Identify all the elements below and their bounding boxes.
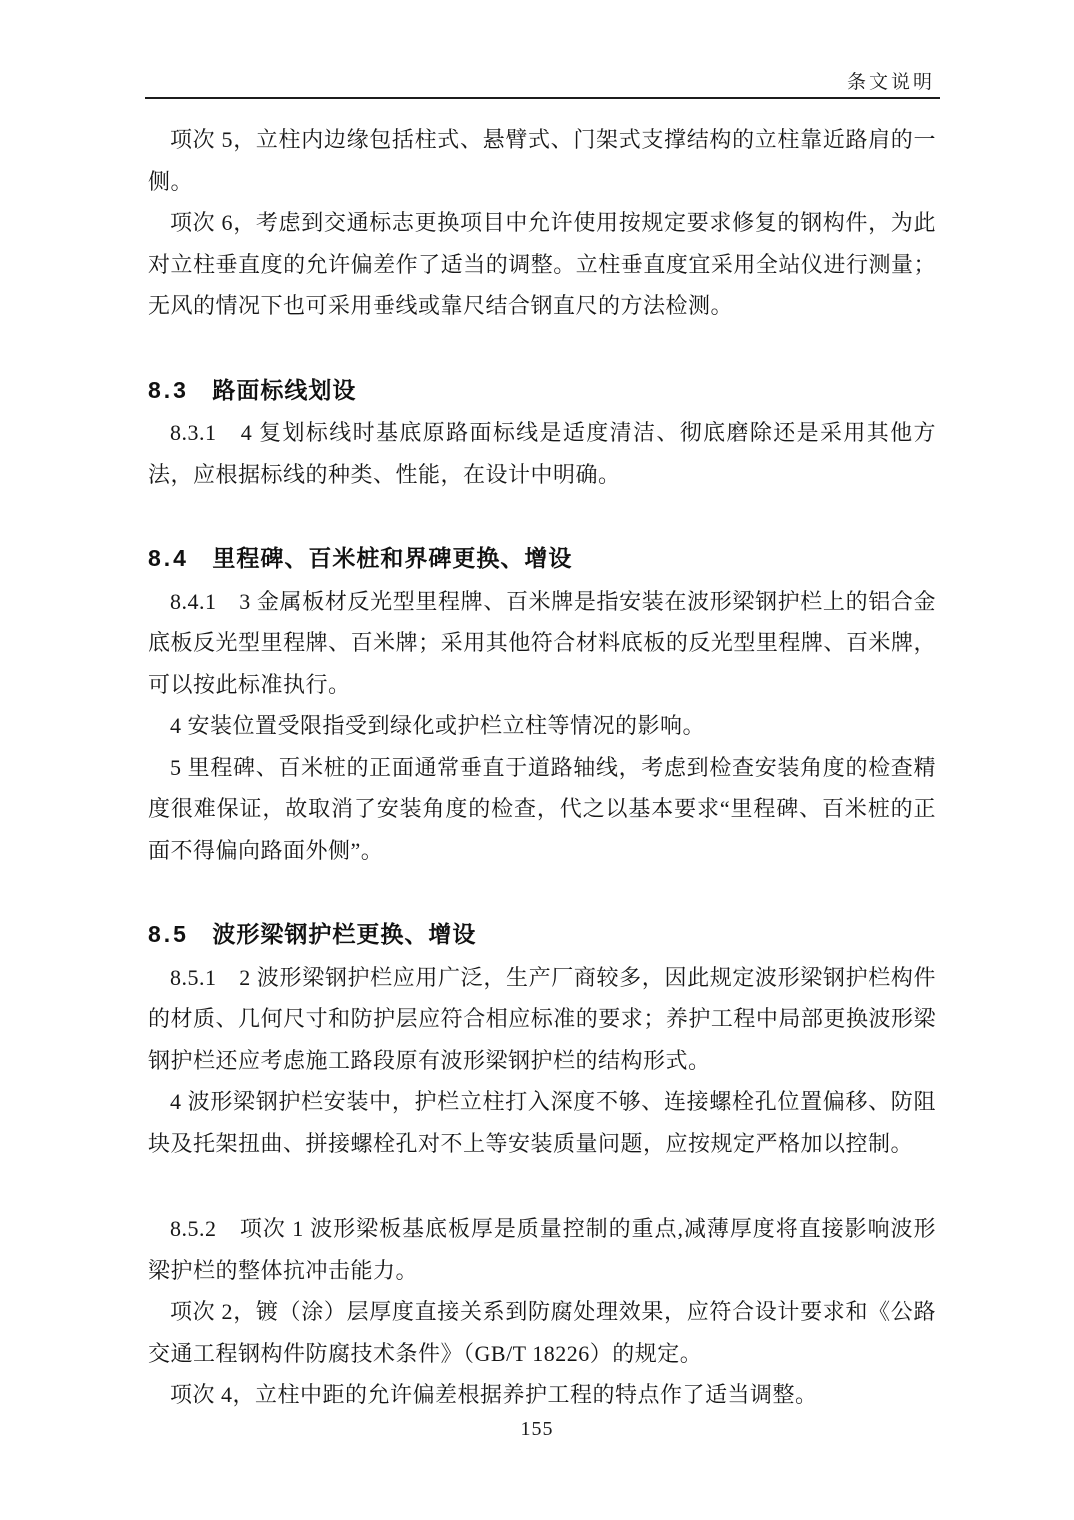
running-header: 条文说明	[846, 72, 935, 93]
paragraph-item6: 项次 6，考虑到交通标志更换项目中允许使用按规定要求修复的钢构件，为此对立柱垂直度的允许偏差作了适当的调整。立柱垂直度宜采用全站仪进行测量；无风的情况下也可采用垂线或靠尺结合钢直尺的方法检测。	[148, 210, 936, 318]
paragraph-clause-8-5-2: 8.5.2 项次 1 波形梁板基底板厚是质量控制的重点,减薄厚度将直接影响波形梁护栏的整体抗冲击能力。	[148, 1216, 936, 1283]
header-rule	[145, 97, 940, 99]
paragraph-item4-guardrail: 4 波形梁钢护栏安装中，护栏立柱打入深度不够、连接螺栓孔位置偏移、防阻块及托架扭曲、拼接螺栓孔对不上等安装质量问题，应按规定严格加以控制。	[148, 1089, 936, 1156]
section-number: 8.5	[148, 921, 189, 947]
paragraph-item4: 4 安装位置受限指受到绿化或护栏立柱等情况的影响。	[170, 713, 706, 738]
section-title: 波形梁钢护栏更换、增设	[212, 921, 477, 947]
paragraph-clause-8-3-1: 8.3.1 4 复划标线时基底原路面标线是适度清洁、彻底磨除还是采用其他方法，应根据标线的种类、性能，在设计中明确。	[148, 420, 936, 487]
paragraph-item5: 项次 5，立柱内边缘包括柱式、悬臂式、门架式支撑结构的立柱靠近路肩的一侧。	[148, 127, 936, 194]
section-heading-8-4	[148, 538, 936, 580]
paragraph-clause-8-5-1: 8.5.1 2 波形梁钢护栏应用广泛，生产厂商较多，因此规定波形梁钢护栏构件的材质、几何尺寸和防护层应符合相应标准的要求；养护工程中局部更换波形梁钢护栏还应考虑施工路段原有波形梁钢护栏的结构形式。	[148, 964, 936, 1073]
section-heading-8-3	[148, 370, 936, 412]
section-title: 里程碑、百米桩和界碑更换、增设	[212, 545, 573, 571]
paragraph-item4-post-spacing: 项次 4，立柱中距的允许偏差根据养护工程的特点作了适当调整。	[170, 1382, 818, 1407]
document-body	[148, 119, 936, 1416]
page-number: 155	[520, 1418, 554, 1440]
section-number: 8.3	[148, 376, 189, 403]
paragraph-clause-8-4-1: 8.4.1 3 金属板材反光型里程牌、百米牌是指安装在波形梁钢护栏上的铝合金底板反光型里程牌、百米牌；采用其他符合材料底板的反光型里程牌、百米牌，可以按此标准执行。	[148, 588, 936, 697]
section-title: 路面标线划设	[212, 376, 357, 403]
paragraph-item2-coating: 项次 2，镀（涂）层厚度直接关系到防腐处理效果，应符合设计要求和《公路交通工程钢构件防腐技术条件》（GB/T 18226）的规定。	[148, 1299, 936, 1366]
section-number: 8.4	[148, 545, 189, 571]
paragraph-item5-milestone: 5 里程碑、百米桩的正面通常垂直于道路轴线，考虑到检查安装角度的检查精度很难保证，故取消了安装角度的检查，代之以基本要求“里程碑、百米桩的正面不得偏向路面外侧”。	[148, 754, 936, 863]
section-heading-8-5	[148, 914, 936, 956]
